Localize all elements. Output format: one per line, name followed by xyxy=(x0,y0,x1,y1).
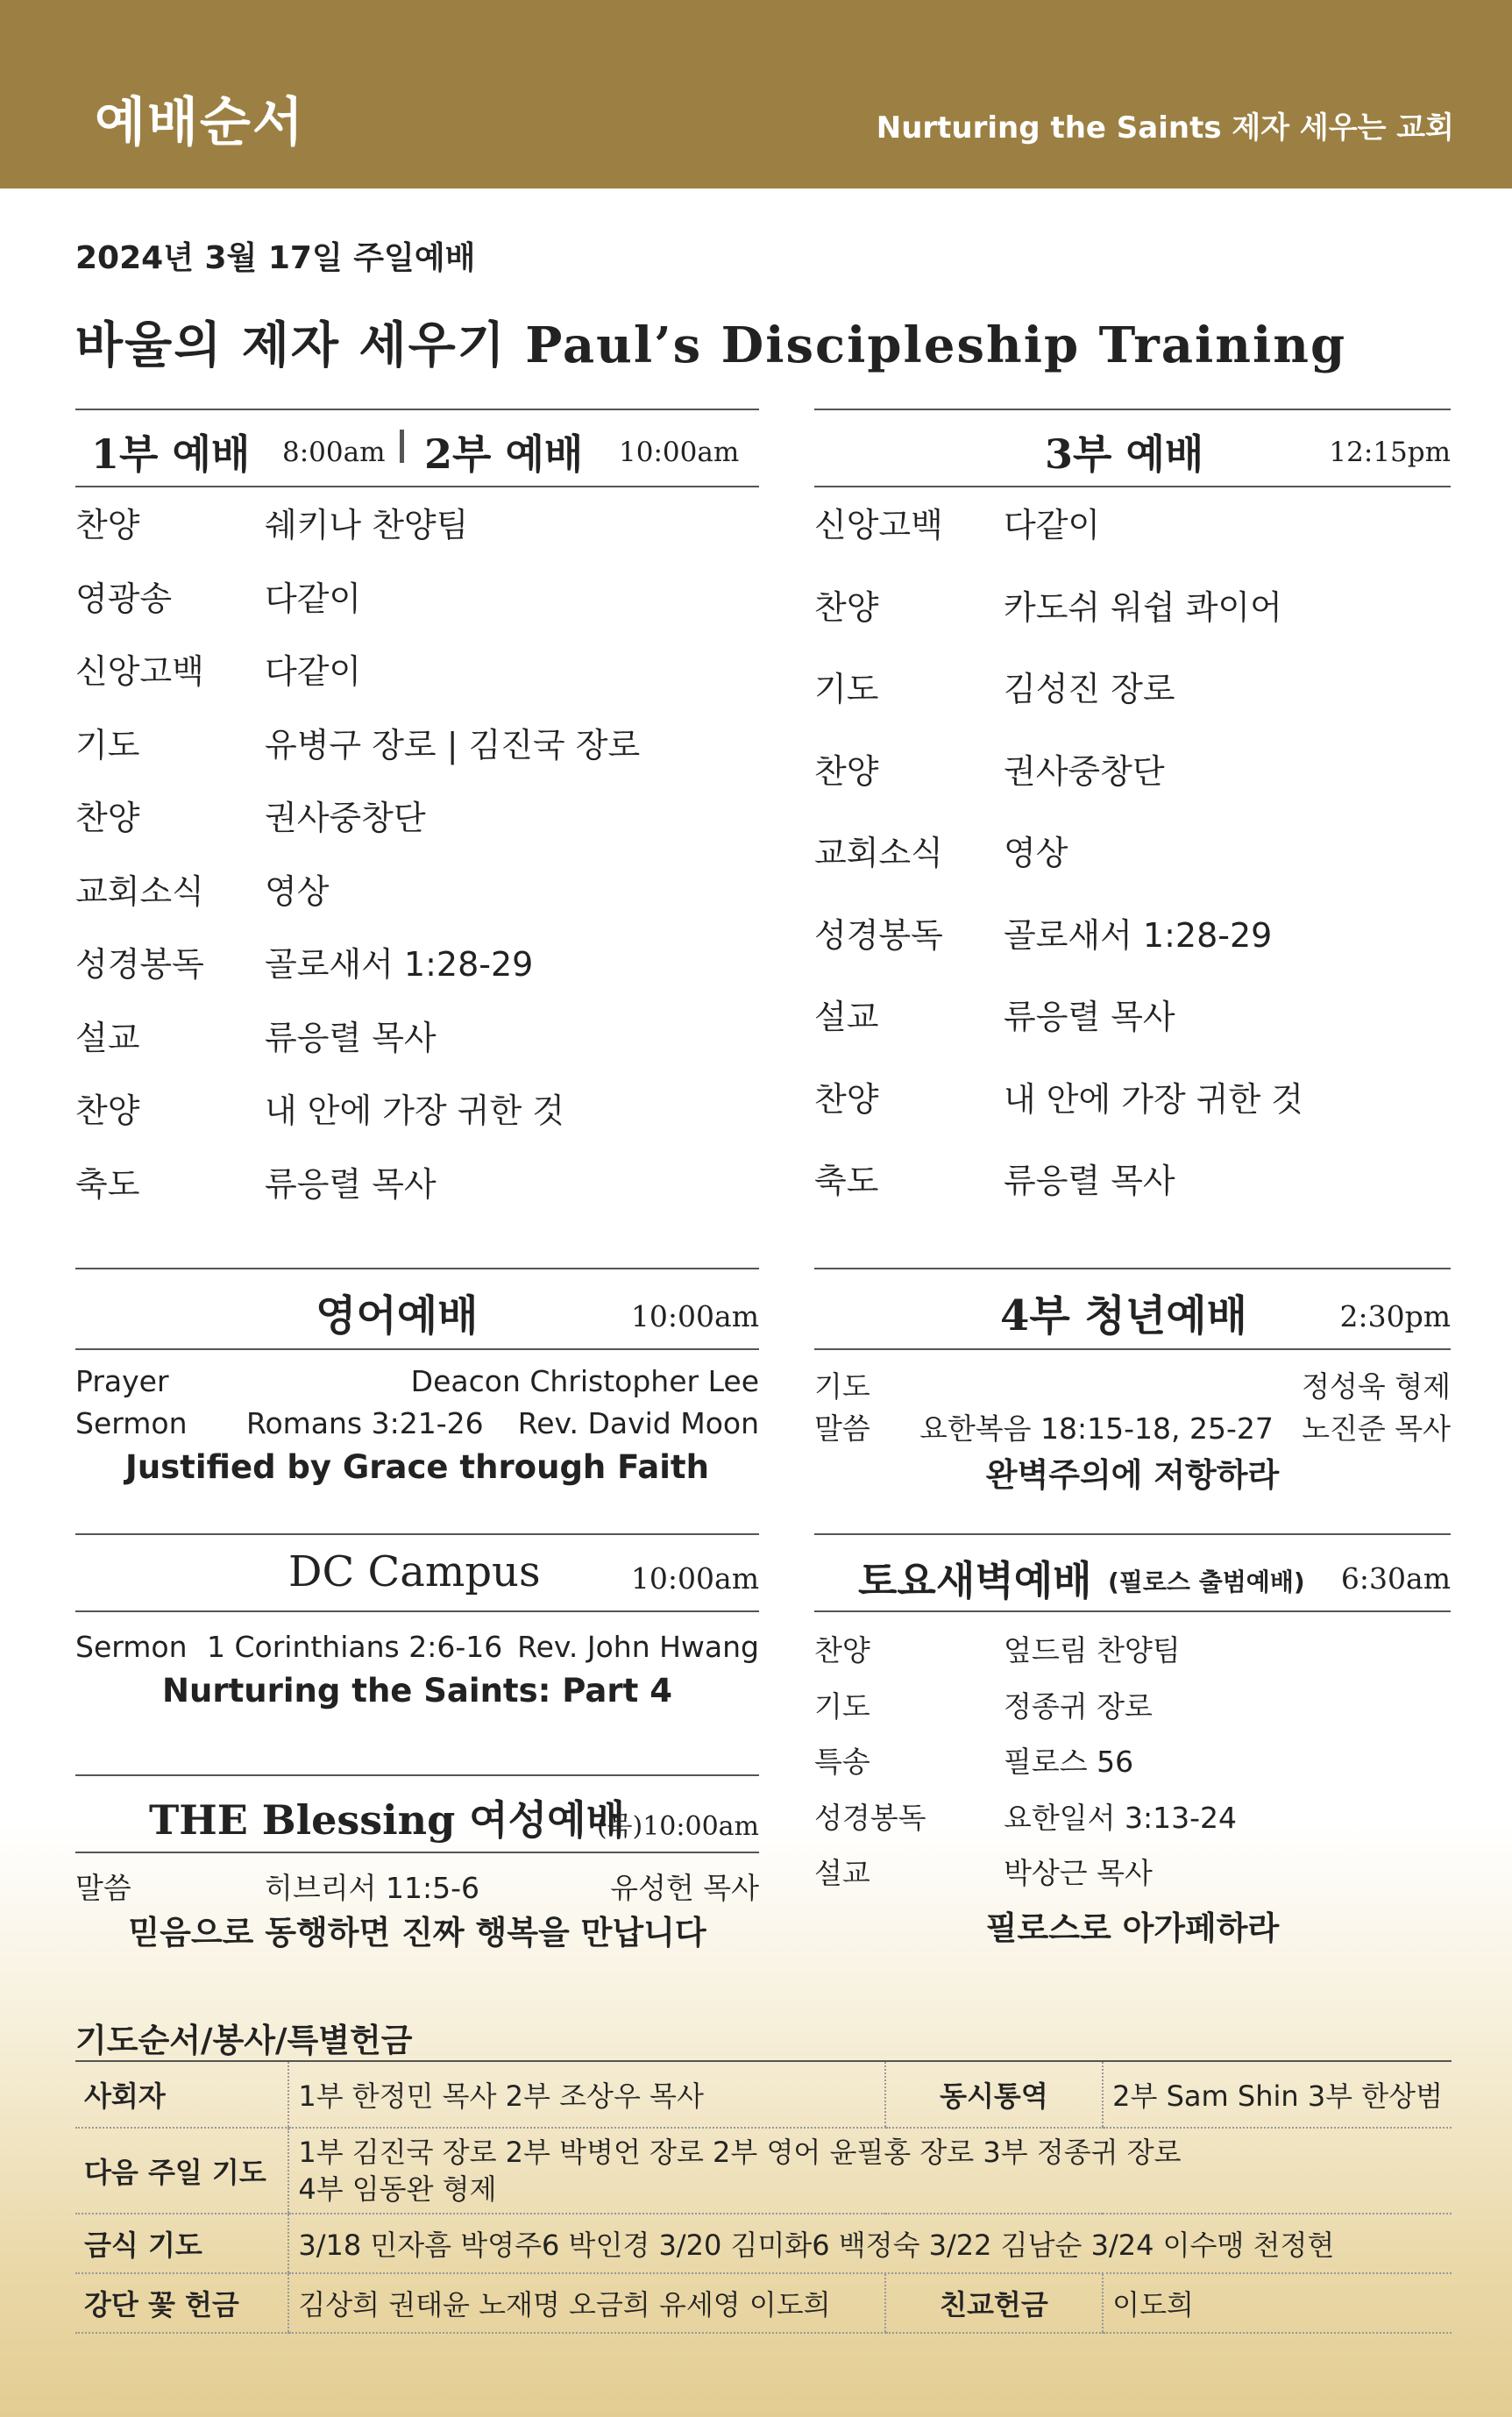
nextpray-value xyxy=(288,2128,1452,2214)
saturday-title: 토요새벽예배 xyxy=(858,1557,1092,1604)
nextpray-line2: 4부 임동완 형제 xyxy=(298,2172,497,2206)
order-value: 카도쉬 워쉽 콰이어 xyxy=(1004,587,1282,627)
volunteer-section-title: 기도순서/봉사/특별헌금 xyxy=(75,2022,413,2059)
table-row xyxy=(75,2214,1452,2273)
order-value: 다같이 xyxy=(1004,506,1101,544)
order-label: 기도 xyxy=(814,1688,870,1724)
order-label: 찬양 xyxy=(75,506,140,544)
order-label: 기도 xyxy=(814,670,879,708)
volunteer-table xyxy=(75,2060,1452,2334)
flower-value: 김상희 권태윤 노재명 오금희 유세영 이도희 xyxy=(288,2273,884,2333)
order-label: 찬양 xyxy=(75,799,140,837)
divider-bar xyxy=(400,430,404,463)
table-row xyxy=(75,2128,1452,2214)
order-label: 축도 xyxy=(75,1164,140,1204)
interp-label: 동시통역 xyxy=(885,2061,1103,2128)
saturday-header xyxy=(814,1533,1451,1612)
order-label: 설교 xyxy=(814,998,879,1036)
youth-sermon-speaker: 노진준 목사 xyxy=(1302,1411,1451,1446)
saturday-section xyxy=(814,1533,1451,1945)
order-value: 권사중창단 xyxy=(1004,751,1165,791)
youth-prayer-label: 기도 xyxy=(814,1369,870,1404)
dc-sermon-title: Nurturing the Saints: Part 4 xyxy=(162,1672,672,1710)
service2-title: 2부 예배 xyxy=(424,430,584,478)
service2-time: 10:00am xyxy=(619,437,740,468)
order-label: 찬양 xyxy=(814,587,879,627)
saturday-sermon-title: 필로스로 아가페하라 xyxy=(985,1909,1280,1947)
order-label: 성경봉독 xyxy=(814,1800,926,1835)
youth-prayer-name: 정성욱 형제 xyxy=(1302,1369,1451,1404)
service3-header xyxy=(814,409,1451,487)
order-label: 신앙고백 xyxy=(814,506,943,544)
table-row xyxy=(75,2061,1452,2128)
order-value: 영상 xyxy=(265,871,330,911)
service3-title: 3부 예배 xyxy=(1045,430,1204,478)
order-label: 찬양 xyxy=(75,1091,140,1130)
service3-section xyxy=(814,409,1451,1215)
order-value: 다같이 xyxy=(265,652,362,691)
english-title: 영어예배 xyxy=(316,1291,479,1340)
blessing-time: (목)10:00am xyxy=(596,1811,759,1842)
english-prayer-label: Prayer xyxy=(75,1364,169,1398)
order-label: 교회소식 xyxy=(75,871,204,911)
service12-header xyxy=(75,409,759,487)
nextpray-line1: 1부 김진국 장로 2부 박병언 장로 2부 영어 윤필홍 장로 3부 정종귀 장로 xyxy=(298,2136,1182,2169)
youth-sermon-label: 말씀 xyxy=(814,1411,870,1446)
youth-time: 2:30pm xyxy=(1339,1299,1451,1333)
dc-time: 10:00am xyxy=(630,1561,759,1596)
order-label: 영광송 xyxy=(75,579,173,618)
friend-value: 이도희 xyxy=(1103,2273,1452,2333)
english-header xyxy=(75,1268,759,1350)
youth-title: 4부 청년예배 xyxy=(1000,1291,1247,1340)
blessing-section xyxy=(75,1774,759,1976)
host-label: 사회자 xyxy=(75,2061,288,2128)
church-slogan: Nurturing the Saints 제자 세우는 교회 xyxy=(876,110,1454,146)
order-label: 설교 xyxy=(75,1018,140,1057)
order-label: 특송 xyxy=(814,1745,870,1779)
order-label: 기도 xyxy=(75,725,140,764)
flower-label: 강단 꽃 헌금 xyxy=(75,2273,288,2333)
fast-label: 금식 기도 xyxy=(75,2214,288,2273)
english-sermon-speaker: Rev. David Moon xyxy=(517,1406,759,1440)
youth-section xyxy=(814,1268,1451,1496)
order-value: 박상근 목사 xyxy=(1004,1856,1153,1890)
dc-sermon-speaker: Rev. John Hwang xyxy=(517,1630,759,1664)
order-value: 권사중창단 xyxy=(265,799,426,837)
host-value: 1부 한정민 목사 2부 조상우 목사 xyxy=(288,2061,884,2128)
order-value: 유병구 장로 | 김진국 장로 xyxy=(265,725,641,764)
order-label: 성경봉독 xyxy=(814,915,943,955)
fast-value: 3/18 민자흠 박영주6 박인경 3/20 김미화6 백정숙 3/22 김남순 3/24 이수맹 천정현 xyxy=(288,2214,1452,2273)
order-value: 영상 xyxy=(1004,834,1068,872)
english-sermon-passage: Romans 3:21-26 xyxy=(246,1406,484,1440)
order-label: 찬양 xyxy=(814,751,879,791)
english-section xyxy=(75,1268,759,1496)
order-value: 골로새서 1:28-29 xyxy=(265,945,534,984)
interp-value: 2부 Sam Shin 3부 한상범 xyxy=(1103,2061,1452,2128)
table-row xyxy=(75,2273,1452,2333)
english-prayer-name: Deacon Christopher Lee xyxy=(410,1364,759,1398)
order-label: 교회소식 xyxy=(814,834,943,872)
dc-section xyxy=(75,1533,759,1726)
youth-header xyxy=(814,1268,1451,1350)
service1-title: 1부 예배 xyxy=(91,430,251,478)
youth-sermon-passage: 요한복음 18:15-18, 25-27 xyxy=(919,1411,1274,1446)
header-bar xyxy=(0,0,1512,188)
order-value: 류응렬 목사 xyxy=(265,1018,437,1057)
order-label: 찬양 xyxy=(814,1079,879,1119)
dc-sermon-passage: 1 Corinthians 2:6-16 xyxy=(207,1630,503,1664)
order-value: 골로새서 1:28-29 xyxy=(1004,915,1273,955)
friend-label: 친교헌금 xyxy=(885,2273,1103,2333)
order-value: 류응렬 목사 xyxy=(1004,998,1175,1036)
order-value: 내 안에 가장 귀한 것 xyxy=(265,1091,564,1130)
blessing-title: THE Blessing 여성예배 xyxy=(149,1796,626,1844)
order-label: 축도 xyxy=(814,1162,879,1200)
order-value: 필로스 56 xyxy=(1004,1745,1134,1779)
dc-sermon-label: Sermon xyxy=(75,1630,188,1664)
blessing-sermon-title: 믿음으로 동행하면 진짜 행복을 만납니다 xyxy=(128,1914,706,1951)
order-label: 신앙고백 xyxy=(75,652,204,691)
blessing-sermon-label: 말씀 xyxy=(75,1871,131,1905)
blessing-sermon-passage: 히브리서 11:5-6 xyxy=(265,1871,480,1905)
order-value: 김성진 장로 xyxy=(1004,670,1175,708)
order-value: 요한일서 3:13-24 xyxy=(1004,1800,1238,1835)
saturday-time: 6:30am xyxy=(1340,1561,1451,1596)
page-title: 예배순서 xyxy=(95,92,305,153)
order-label: 성경봉독 xyxy=(75,945,204,984)
youth-sermon-title: 완벽주의에 저항하라 xyxy=(985,1456,1280,1494)
nextpray-label: 다음 주일 기도 xyxy=(75,2128,288,2214)
dc-header xyxy=(75,1533,759,1612)
english-time: 10:00am xyxy=(630,1299,759,1333)
order-value: 류응렬 목사 xyxy=(265,1164,437,1204)
order-value: 엎드림 찬양팀 xyxy=(1004,1633,1181,1667)
sermon-series-title: 바울의 제자 세우기 Paul’s Discipleship Training xyxy=(75,316,1347,374)
order-label: 설교 xyxy=(814,1856,870,1890)
service12-section xyxy=(75,409,759,1215)
order-value: 쉐키나 찬양팀 xyxy=(265,506,469,544)
english-sermon-label: Sermon xyxy=(75,1406,188,1440)
english-sermon-title: Justified by Grace through Faith xyxy=(125,1448,709,1486)
service3-time: 12:15pm xyxy=(1329,437,1451,468)
service-date: 2024년 3월 17일 주일예배 xyxy=(75,240,476,276)
service1-time: 8:00am xyxy=(282,437,386,468)
blessing-sermon-speaker: 유성헌 목사 xyxy=(610,1871,759,1905)
order-value: 정종귀 장로 xyxy=(1004,1688,1153,1724)
blessing-header xyxy=(75,1774,759,1853)
saturday-subtitle: (필로스 출범예배) xyxy=(1108,1567,1305,1596)
order-value: 다같이 xyxy=(265,579,362,618)
order-label: 찬양 xyxy=(814,1633,870,1667)
order-value: 내 안에 가장 귀한 것 xyxy=(1004,1079,1303,1119)
dc-title: DC Campus xyxy=(288,1547,541,1596)
order-value: 류응렬 목사 xyxy=(1004,1162,1175,1200)
